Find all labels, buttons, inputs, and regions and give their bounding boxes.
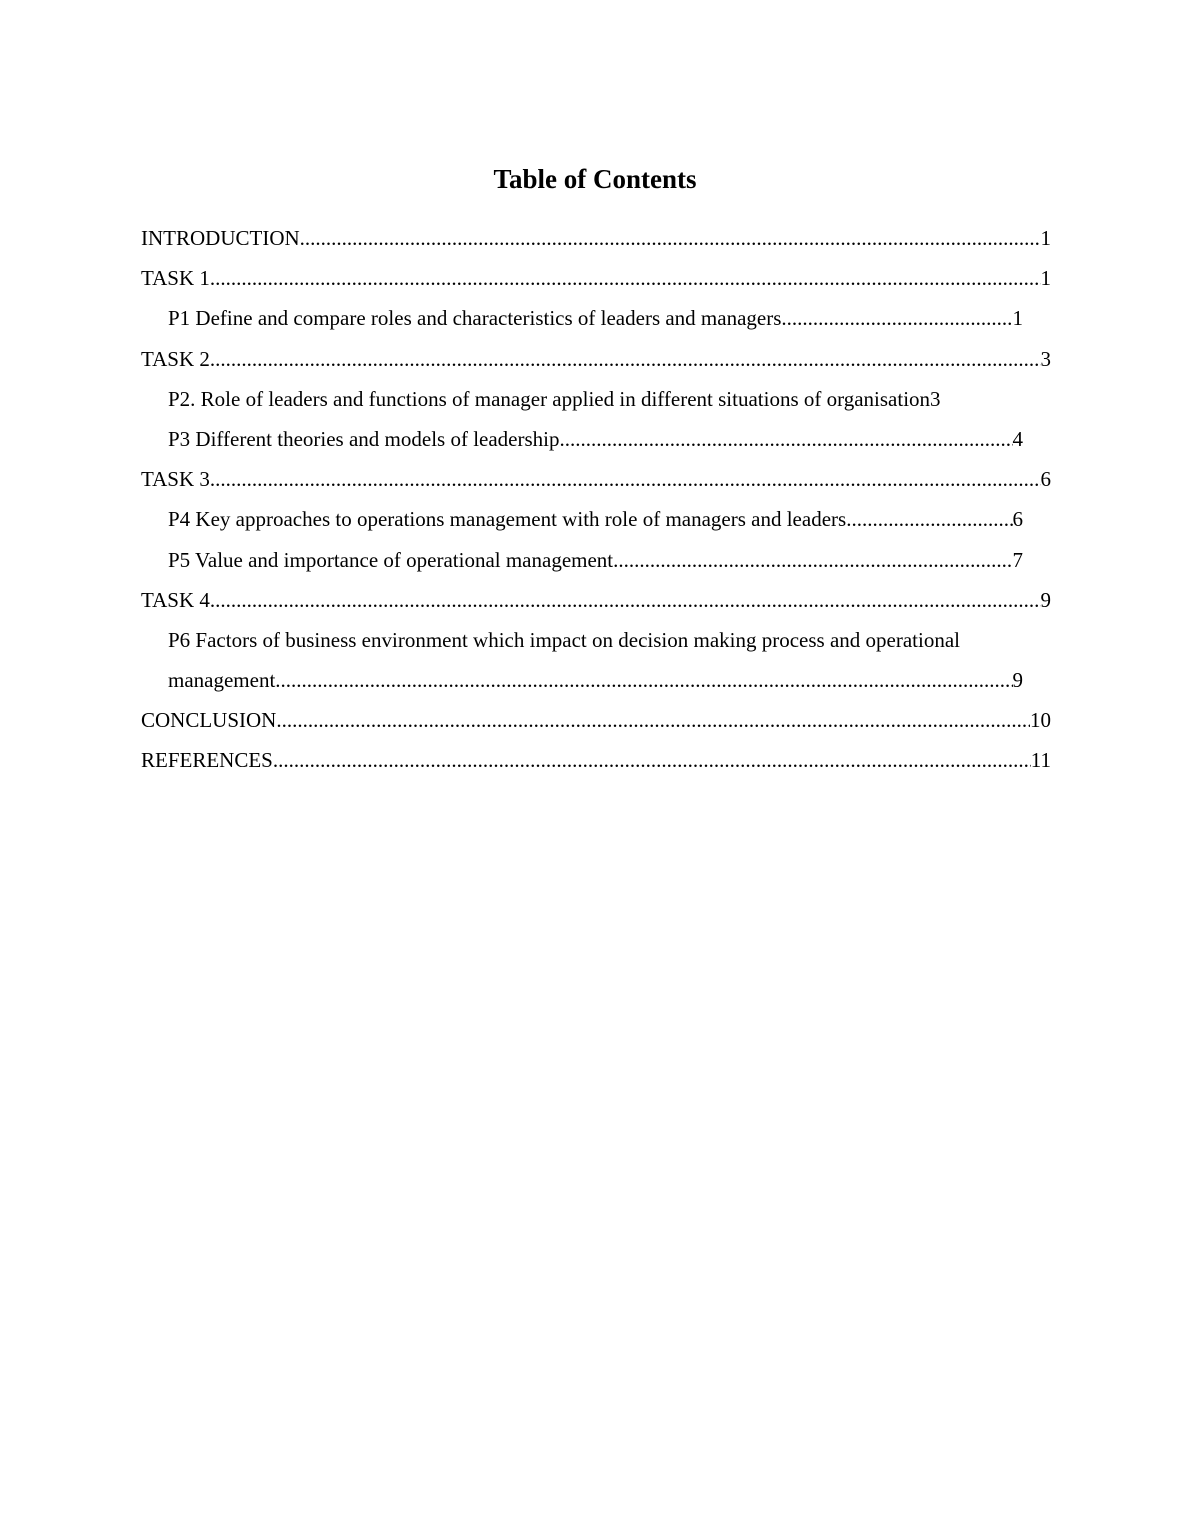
toc-page-number: 9 — [1040, 587, 1051, 612]
toc-entry-text: TASK 2 — [141, 346, 210, 371]
toc-entry-p6-continued[interactable] — [141, 660, 1051, 700]
toc-page-number: 3 — [1040, 346, 1051, 371]
toc-dot-leader — [300, 218, 1041, 258]
toc-entry-text: P3 Different theories and models of leadership — [168, 426, 560, 451]
toc-dot-leader — [210, 580, 1041, 620]
toc-entry-p1[interactable] — [141, 298, 1051, 338]
toc-entry-text: INTRODUCTION — [141, 226, 300, 250]
toc-dot-leader — [210, 258, 1041, 298]
toc-entry-text: TASK 4 — [141, 587, 210, 612]
toc-entry-text: TASK 1 — [141, 266, 210, 291]
toc-entry-p4[interactable] — [141, 499, 1051, 539]
toc-page-number: 1 — [1040, 226, 1051, 250]
toc-entry-text-continued: management — [168, 668, 276, 693]
toc-page-number: 10 — [1030, 708, 1051, 733]
toc-entry-task-2[interactable] — [141, 339, 1051, 379]
toc-dot-leader — [560, 419, 1013, 459]
toc-entry-text: P1 Define and compare roles and characteristics of leaders and managers — [168, 306, 782, 331]
toc-page-number: 9 — [1012, 668, 1023, 693]
toc-dot-leader — [781, 298, 1012, 338]
toc-dot-leader — [275, 660, 1012, 700]
toc-entry-text: P6 Factors of business environment which impact on decision making process and operational — [168, 627, 961, 652]
toc-entry-task-1[interactable] — [141, 258, 1051, 298]
toc-page-number: 6 — [1040, 467, 1051, 492]
toc-page-number: 3 — [930, 386, 941, 411]
toc-page-number: 6 — [1012, 507, 1023, 532]
toc-dot-leader — [210, 339, 1041, 379]
toc-title: Table of Contents — [493, 164, 697, 194]
toc-entry-text: P4 Key approaches to operations management with role of managers and leaders — [168, 507, 847, 532]
toc-entry-p3[interactable] — [141, 419, 1051, 459]
toc-entry-p6[interactable] — [141, 620, 1051, 660]
toc-page-number: 11 — [1030, 748, 1051, 773]
toc-dot-leader — [276, 700, 1030, 740]
toc-entry-text: P2. Role of leaders and functions of manager applied in different situations of organisation — [168, 386, 931, 411]
toc-page-number: 7 — [1012, 547, 1023, 572]
toc-entry-p2[interactable] — [141, 379, 1051, 419]
toc-entry-task-3[interactable] — [141, 459, 1051, 499]
toc-dot-leader — [613, 540, 1012, 580]
toc-dot-leader — [273, 740, 1031, 780]
toc-list — [141, 218, 1051, 781]
toc-entry-conclusion[interactable] — [141, 700, 1051, 740]
toc-entry-text: TASK 3 — [141, 467, 210, 492]
toc-entry-text: P5 Value and importance of operational management — [168, 547, 614, 572]
toc-entry-task-4[interactable] — [141, 580, 1051, 620]
toc-dot-leader — [210, 459, 1041, 499]
toc-entry-text: CONCLUSION — [141, 708, 277, 733]
toc-entry-p5[interactable] — [141, 540, 1051, 580]
toc-page-number: 4 — [1012, 426, 1023, 451]
toc-entry-text: REFERENCES — [141, 748, 273, 773]
toc-page-number: 1 — [1040, 266, 1051, 291]
toc-dot-leader — [846, 499, 1012, 539]
toc-page-number: 1 — [1012, 306, 1023, 331]
toc-entry-introduction[interactable] — [141, 218, 1051, 258]
toc-entry-references[interactable] — [141, 740, 1051, 780]
